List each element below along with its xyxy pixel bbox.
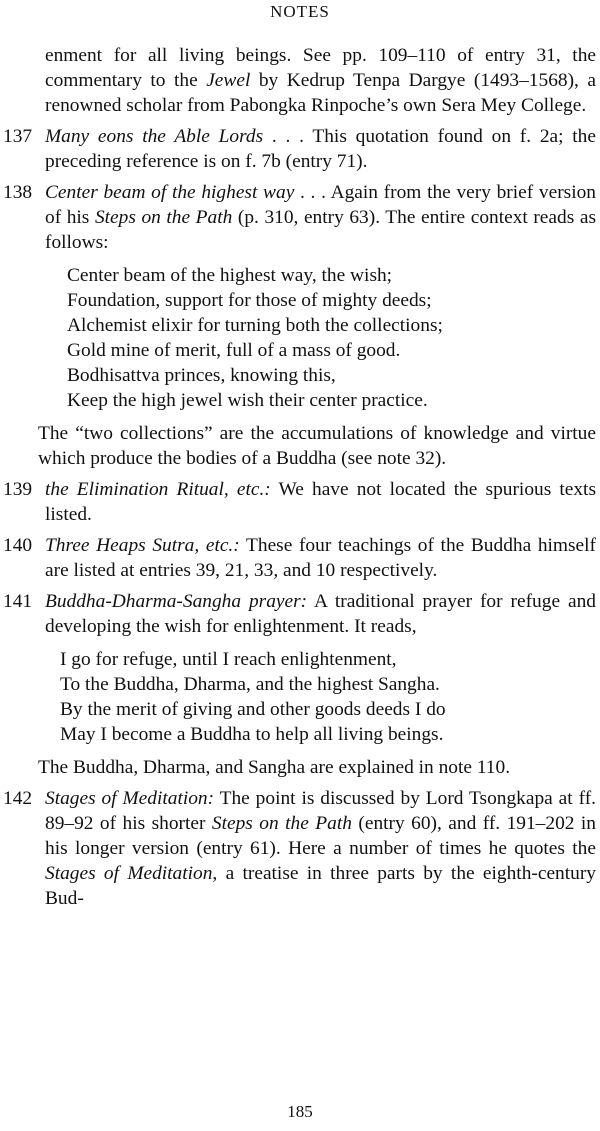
note-number: 137 — [3, 126, 33, 147]
text-segment: . . . Again from the very brief version of his — [45, 182, 596, 228]
note-138 — [0, 180, 600, 255]
note-lemma: Many eons the Able Lords — [45, 126, 264, 147]
text-segment: by Kedrup Tenpa Dargye (1493–1568), a renowned scholar from Pabongka Rinpoche’s own Sera Mey College. — [45, 70, 596, 116]
note-lemma: Three Heaps Sutra, etc.: — [45, 535, 240, 556]
text-segment: , a treatise in three parts by the eighth-century Bud- — [45, 863, 596, 909]
verse-line: Gold mine of merit, full of a mass of good. — [67, 340, 401, 361]
verse-line: Alchemist elixir for turning both the collections; — [67, 315, 443, 336]
text-segment: (p. 310, entry 63). The entire context reads as follows: — [45, 207, 596, 253]
text-segment: We have not located the spurious texts listed. — [45, 479, 596, 525]
verse-line: Center beam of the highest way, the wish; — [67, 265, 393, 286]
note-lemma: Stages of Meditation: — [45, 788, 215, 809]
note-number: 138 — [3, 182, 33, 203]
note-number: 140 — [3, 535, 33, 556]
note-139 — [0, 477, 600, 527]
verse-quotation-138 — [0, 263, 600, 413]
text-segment: A traditional prayer for refuge and developing the wish for enlightenment. It reads, — [45, 591, 596, 637]
italic-title: Steps on the Path — [211, 813, 352, 834]
verse-line: Foundation, support for those of mighty deeds; — [67, 290, 432, 311]
italic-title: Steps on the Path — [94, 207, 233, 228]
verse-line: Keep the high jewel wish their center practice. — [67, 390, 428, 411]
text-segment: These four teachings of the Buddha himself are listed at entries 39, 21, 33, and 10 respectively. — [45, 535, 596, 581]
note-number: 141 — [3, 591, 33, 612]
note-137 — [0, 124, 600, 174]
note-number: 142 — [3, 788, 33, 809]
note-140 — [0, 533, 600, 583]
verse-line: By the merit of giving and other goods deeds I do — [60, 699, 446, 720]
verse-line: To the Buddha, Dharma, and the highest Sangha. — [60, 674, 440, 695]
note-number: 139 — [3, 479, 33, 500]
note-lemma: Buddha-Dharma-Sangha prayer: — [45, 591, 308, 612]
text-segment: The point is discussed by Lord Tsongkapa at ff. 89–92 of his shorter — [45, 788, 596, 834]
notes-body — [0, 43, 600, 911]
note-138-continuation: The “two collections” are the accumulations of knowledge and virtue which produce the bodies of a Buddha (see note 32). — [38, 423, 596, 469]
text-segment: . . . This quotation found on f. 2a; the preceding reference is on f. 7b (entry 71). — [45, 126, 596, 172]
note-141 — [0, 589, 600, 639]
italic-title: Stages of Meditation — [45, 863, 213, 884]
note-142 — [0, 786, 600, 911]
text-segment: (entry 60), and ff. 191–202 in his longer version (entry 61). Here a number of times he quotes the — [45, 813, 596, 859]
page-number: 185 — [287, 1102, 313, 1121]
verse-line: I go for refuge, until I reach enlightenment, — [60, 649, 397, 670]
verse-line: May I become a Buddha to help all living beings. — [60, 724, 444, 745]
note-141-continuation: The Buddha, Dharma, and Sangha are explained in note 110. — [38, 757, 511, 778]
running-header: NOTES — [270, 2, 330, 21]
note-lemma: the Elimination Ritual, etc.: — [45, 479, 271, 500]
text-segment: enment for all living beings. See pp. 109–110 of entry 31, the commentary to the — [45, 45, 596, 91]
continuation-paragraph — [0, 43, 600, 118]
verse-quotation-141 — [0, 647, 600, 747]
verse-line: Bodhisattva princes, knowing this, — [67, 365, 336, 386]
italic-title: Jewel — [206, 70, 251, 91]
note-lemma: Center beam of the highest way — [45, 182, 295, 203]
